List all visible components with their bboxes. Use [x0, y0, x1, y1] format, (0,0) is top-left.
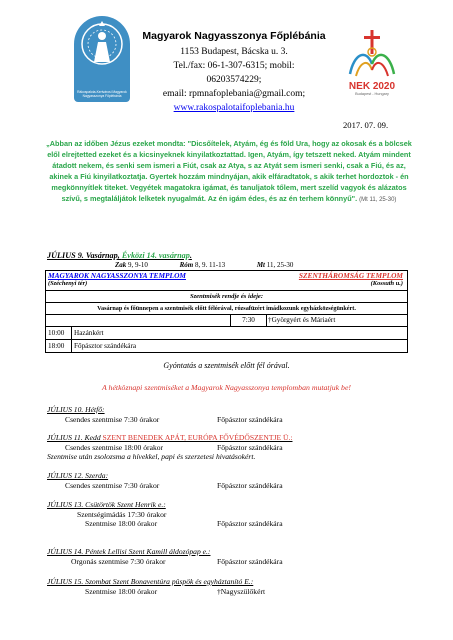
sunday-title-date: JÚLIUS 9. Vasárnap, [47, 251, 122, 260]
mass-intention: Főpásztor szándékára [217, 556, 283, 566]
weekday-note: A hétköznapi szentmiséket a Magyarok Nagyasszonya templomban mutatjuk be! [101, 383, 352, 392]
day-title: JÚLIUS 10. Hétfő: [47, 405, 105, 414]
day-entry-tuesday [47, 433, 292, 462]
reading-3: Mt 11, 25-30 [256, 261, 294, 269]
quote-reference: (Mt 11, 25-30) [359, 197, 397, 203]
day-title: JÚLIUS 13. Csütörtök Szent Henrik e.: [47, 500, 166, 509]
parish-logo [74, 16, 130, 102]
bulletin-date: 2017. 07. 09. [343, 120, 389, 130]
mass-intention: Főpásztor szándékára [217, 480, 283, 490]
mass-name: Csendes szentmise 18:00 órakor [65, 442, 164, 452]
madonna-icon [74, 16, 130, 78]
mass-intention: Főpásztor szándékára [217, 519, 283, 528]
feast-name: SZENT BENEDEK APÁT, EURÓPA FŐVÉDŐSZENTJE Ü.: [102, 433, 293, 442]
nek-logo-subtitle: Budapest - Hungary [355, 92, 389, 96]
logo-caption: Rákospalota-Kertvárosi Magyarok Nagyasszonya Főplébánia [77, 89, 127, 98]
confession-note: Gyóntatás a szentmisék előtt fél órával. [163, 361, 290, 370]
day-entry-saturday [47, 577, 266, 596]
quote-text: „Abban az időben Jézus ezeket mondta: "Dicsőítelek, Atyám, ég és föld Ura, hogy az okosak és a bölcsek elől elrejtetted ezeket és a kicsinyeknek kinyilatkoztattad. Igen, Atyám, így tetszett neked. Atyám mindent átadott nekem, és senki sem ismeri a Fiút, csak az Atya, s az Atyát sem ismeri senki, csak a Fiú, és az, akinek a Fiú kinyilatkoztatja. Gyertek hozzám mindnyájan, akik elfáradtatok, s akik terhet hordoztok - én megkönnyítlek titeket. Vegyétek magatokra igámat, és tanuljatok tőlem, mert szelíd vagyok és alázatos szívű, s megtaláljátok lelketek nyugalmát. Az én igám édes, és az én terhem könnyű". [46, 139, 412, 203]
mass-name: Csendes szentmise 7:30 órakor [65, 480, 160, 490]
day-title: JÚLIUS 12. Szerda: [47, 471, 109, 480]
day-title: JÚLIUS 14. Péntek Lellisi Szent Kamill áldozópap e.: [47, 547, 211, 556]
mass-intention: Főpásztor szándékára [74, 342, 137, 350]
right-church-time: 7:30 [230, 315, 267, 326]
church-right-location: (Kossuth u.) [370, 280, 403, 287]
reading-1: Zak 9, 9-10 [115, 261, 148, 269]
mass-intention: Főpásztor szándékára [217, 414, 283, 424]
church-right-name: SZENTHÁROMSÁG TEMPLOM [298, 271, 403, 280]
mass-intention: †Nagyszülőkért [217, 586, 266, 596]
parish-address: 1153 Budapest, Bácska u. 3. [180, 47, 288, 57]
right-church-intention: †Györgyért és Máriaért [268, 316, 336, 324]
website-link[interactable]: www.rakospalotaifoplebania.hu [173, 103, 295, 113]
churches-row [45, 270, 408, 290]
gospel-quote [43, 138, 415, 206]
mass-time: 18:00 [48, 342, 65, 350]
day-title: JÚLIUS 11. Kedd SZENT BENEDEK APÁT, EURÓPA FŐVÉDŐSZENTJE Ü.: [47, 433, 293, 442]
sunday-title-feast: Évközi 14. vasárnap [121, 251, 190, 260]
mass-name: Szentmise 18:00 órakor [85, 519, 158, 528]
email-line: email: rpmnafoplebania@gmail.com; [162, 89, 306, 99]
nek-logo-text: NEK 2020 [348, 81, 396, 92]
parish-title: Magyarok Nagyasszonya Főplébánia [142, 30, 326, 42]
mass-name: Orgonás szentmise 7:30 órakor [71, 556, 166, 566]
day-entry-wednesday [47, 471, 283, 490]
mass-name: Szentségimádás 17:30 órakor [77, 509, 167, 519]
vespers-note: Szentmise után zsolozsma a hívekkel, papi és szerzetesi hivatásokért. [47, 452, 256, 461]
day-entry-thursday [47, 500, 283, 529]
phone-line: Tel./fax: 06-1-307-6315; mobil: [173, 61, 295, 71]
sunday-title-end: . [189, 251, 192, 260]
mobile-line: 06203574229; [206, 75, 262, 85]
mass-name: Csendes szentmise 7:30 órakor [65, 414, 160, 424]
day-title: JÚLIUS 15. Szombat Szent Bonaventúra püspök és egyháztanító E.: [47, 577, 254, 586]
mass-time: 10:00 [48, 329, 65, 337]
mass-schedule-table [45, 270, 408, 353]
day-entry-friday [47, 547, 283, 566]
rosary-note: Vasárnap és főünnepen a szentmisék előtt félórával, rózsafüzért imádkozunk egyházközségünkért. [45, 302, 408, 314]
table-row [45, 339, 408, 353]
church-left-location: (Széchenyi tér) [48, 280, 88, 287]
sunday-title [47, 251, 192, 260]
day-entry-monday [47, 405, 283, 424]
mass-intention: Hazánkért [74, 329, 104, 337]
schedule-heading: Szentmisék rendje és ideje: [45, 290, 408, 302]
church-left-name: MAGYAROK NAGYASSZONYA TEMPLOM [48, 271, 186, 280]
table-row [45, 314, 408, 326]
sunday-readings [115, 261, 323, 269]
table-row [45, 326, 408, 339]
mass-name: Szentmise 18:00 órakor [85, 586, 158, 596]
reading-2: Róm 8, 9. 11-13 [179, 261, 226, 269]
mass-intention: Főpásztor szándékára [217, 442, 283, 452]
parish-header [134, 29, 334, 115]
